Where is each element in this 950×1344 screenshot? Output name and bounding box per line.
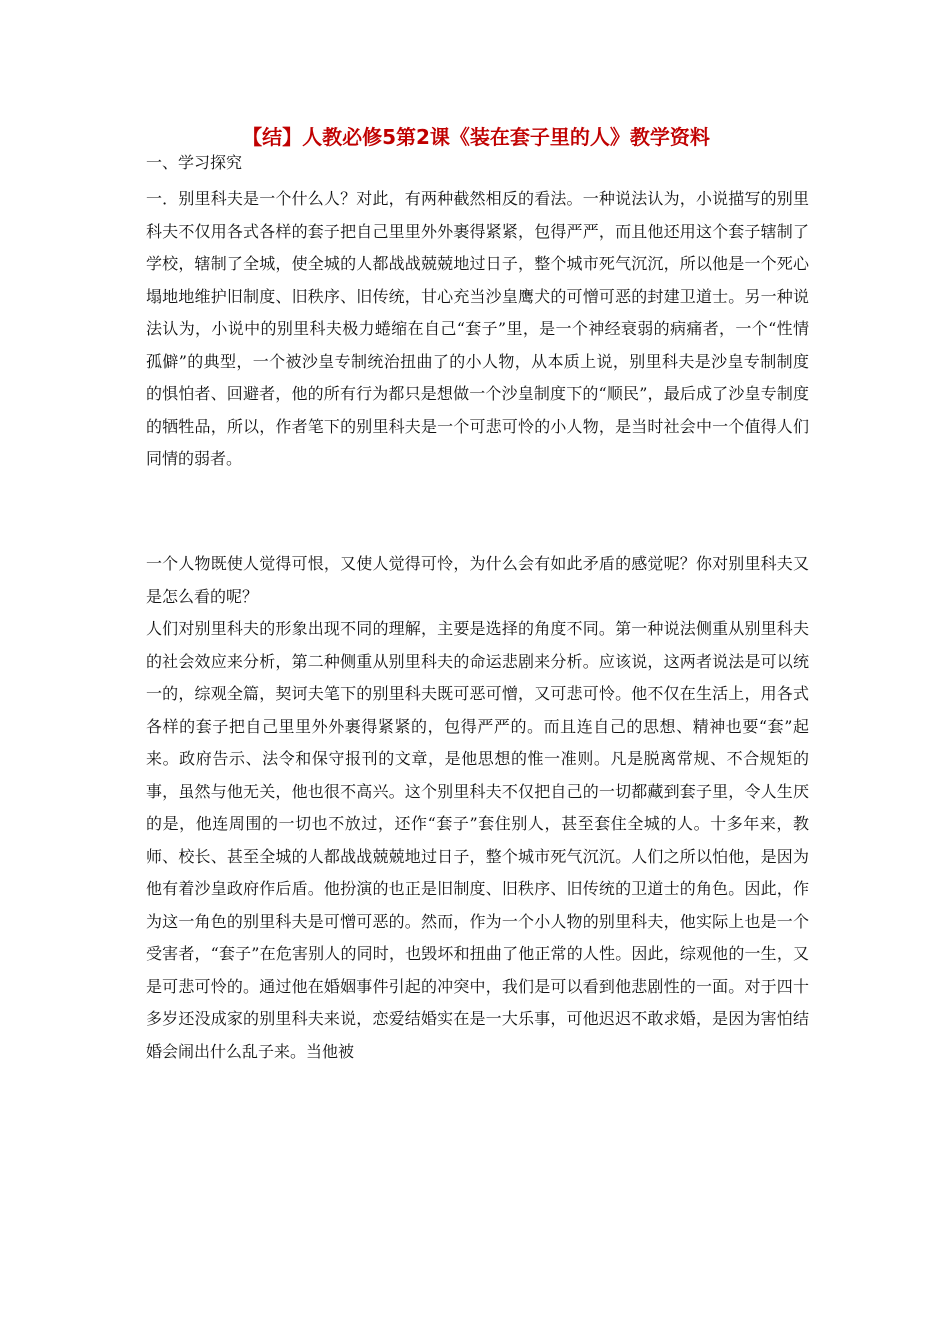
paragraph-views: 一．别里科夫是一个什么人？对此，有两种截然相反的看法。一种说法认为，小说描写的别里科夫不仅用各式各样的套子把自己里里外外裹得紧紧，包得严严，而且他还用这个套子辖制了学校，辖制了全城，使全城的人都战战兢兢地过日子，整个城市死气沉沉，所以他是一个死心塌地地维护旧制度、旧秩序、旧传统，甘心充当沙皇鹰犬的可憎可恶的封建卫道士。另一种说法认为，小说中的别里科夫极力蜷缩在自己“套子”里，是一个神经衰弱的病痛者，一个“性情孤僻”的典型，一个被沙皇专制统治扭曲了的小人物，从本质上说，别里科夫是沙皇专制制度的惧怕者、回避者，他的所有行为都只是想做一个沙皇制度下的“顺民”，最后成了沙皇专制度的牺牲品，所以，作者笔下的别里科夫是一个可悲可怜的小人物，是当时社会中一个值得人们同情的弱者。: [146, 189, 809, 468]
section-heading: 一、学习探究: [146, 153, 243, 172]
paragraph-question: 一个人物既使人觉得可恨，又使人觉得可怜，为什么会有如此矛盾的感觉呢？你对别里科夫又是怎么看的呢？: [146, 554, 809, 606]
document-title: 【结】人教必修5第2课《装在套子里的人》教学资料: [242, 125, 710, 149]
paragraph-analysis: 人们对别里科夫的形象出现不同的理解，主要是选择的角度不同。第一种说法侧重从别里科夫的社会效应来分析，第二种侧重从别里科夫的命运悲剧来分析。应该说，这两者说法是可以统一的，综观全篇，契诃夫笔下的别里科夫既可恶可憎，又可悲可怜。他不仅在生活上，用各式各样的套子把自己里里外外裹得紧紧的，包得严严的。而且连自己的思想、精神也要“套”起来。政府告示、法令和保守报刊的文章，是他思想的惟一准则。凡是脱离常规、不合规矩的事，虽然与他无关，他也很不高兴。这个别里科夫不仅把自己的一切都藏到套子里，令人生厌的是，他连周围的一切也不放过，还作“套子”套住别人，甚至套住全城的人。十多年来，教师、校长、甚至全城的人都战战兢兢地过日子，整个城市死气沉沉。人们之所以怕他，是因为他有着沙皇政府作后盾。他扮演的也正是旧制度、旧秩序、旧传统的卫道士的角色。因此，作为这一角色的别里科夫是可憎可恶的。然而，作为一个小人物的别里科夫，他实际上也是一个受害者，“套子”在危害别人的同时，也毁坏和扭曲了他正常的人性。因此，综观他的一生，又是可悲可怜的。通过他在婚姻事件引起的冲突中，我们是可以看到他悲剧性的一面。对于四十多岁还没成家的别里科夫来说，恋爱结婚实在是一大乐事，可他迟迟不敢求婚，是因为害怕结婚会闹出什么乱子来。当他被: [146, 619, 809, 1061]
